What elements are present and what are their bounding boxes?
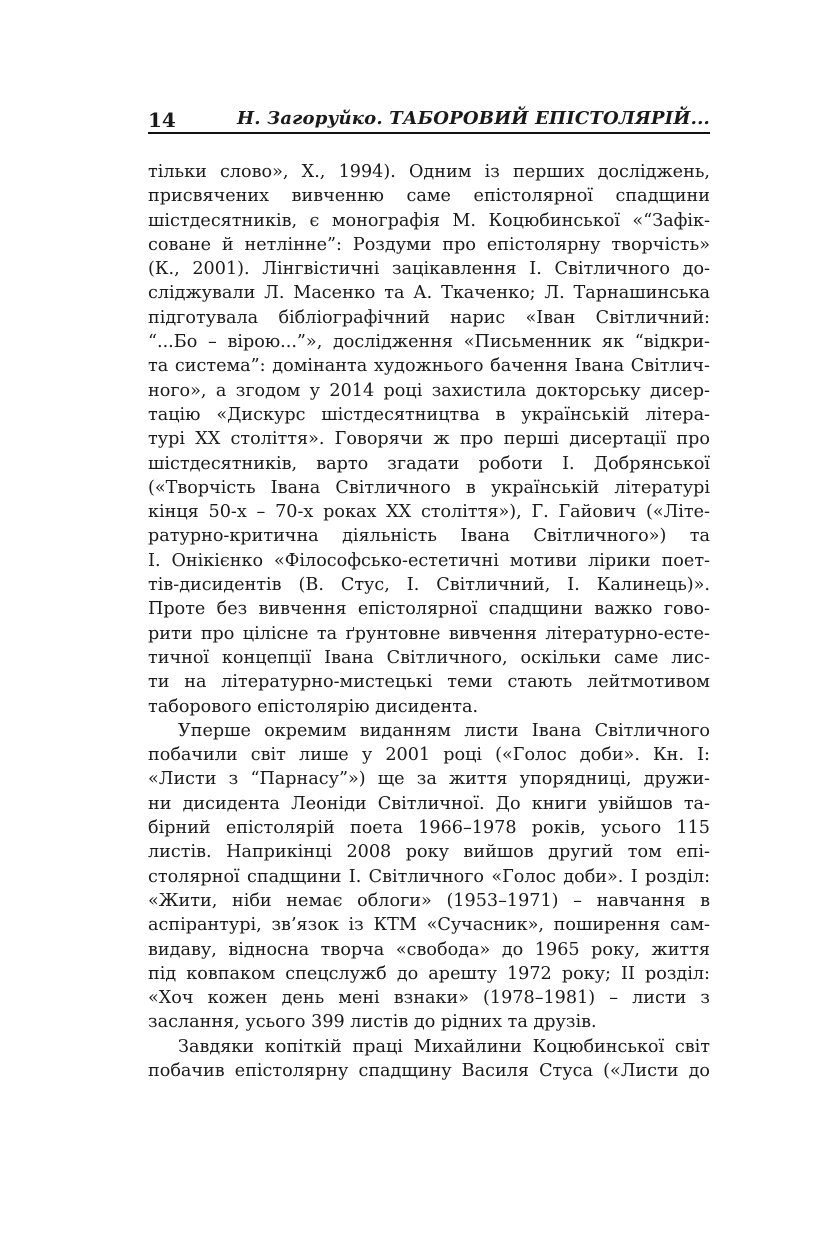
text-line: «Хоч кожен день мені взнаки» (1978–1981) – листи з xyxy=(148,988,710,1009)
text-line: тів-дисидентів (В. Стус, І. Світличний, І. Калинець)». xyxy=(148,575,710,596)
text-line: сліджували Л. Масенко та А. Ткаченко; Л. Тарнашинська xyxy=(148,283,710,304)
text-line: побачив епістолярну спадщину Василя Стуса («Листи до xyxy=(148,1060,710,1081)
text-line: шістдесятників, варто згадати роботи І. Добрянської xyxy=(148,453,710,474)
text-line: ти на літературно-мистецькі теми стають лейтмотивом xyxy=(148,672,710,693)
text-line: тацію «Дискурс шістдесятництва в українській літера- xyxy=(148,404,710,425)
text-line: (К., 2001). Лінгвістичні зацікавлення І. Світличного до- xyxy=(148,259,710,280)
paragraph-last-line: заслання, усього 399 листів до рідних та друзів. xyxy=(148,1012,597,1033)
text-line: кінця 50-х – 70-х роках ХХ століття»), Г. Гайович («Літе- xyxy=(148,502,710,523)
text-line: підготувала бібліографічний нарис «Іван Світличний: xyxy=(148,307,710,328)
running-title: Н. Загоруйко. ТАБОРОВИЙ ЕПІСТОЛЯРІЙ... xyxy=(237,108,710,129)
text-line: «Жити, ніби немає облоги» (1953–1971) – навчання в xyxy=(148,890,710,911)
text-line: бірний епістолярій поета 1966–1978 років, усього 115 xyxy=(148,818,710,839)
paragraph-last-line: таборового епістолярію дисидента. xyxy=(148,696,479,717)
text-line: листів. Наприкінці 2008 року вийшов другий том епі- xyxy=(148,842,710,863)
text-line: присвячених вивченню саме епістолярної спадщини xyxy=(148,186,710,207)
text-line: під ковпаком спецслужб до арешту 1972 року; ІІ розділ: xyxy=(148,963,710,984)
text-line: аспірантурі, зв’язок із КТМ «Сучасник», поширення сам- xyxy=(148,915,710,936)
text-line: рити про цілісне та ґрунтовне вивчення літературно-есте- xyxy=(148,623,710,644)
text-line: турі ХХ століття». Говорячи ж про перші дисертації про xyxy=(148,429,710,450)
text-line: («Творчість Івана Світличного в українській літературі xyxy=(148,477,710,498)
text-line: видаву, відносна творча «свобода» до 1965 року, життя xyxy=(148,939,710,960)
text-line: столярної спадщини І. Світличного «Голос доби». І розділ: xyxy=(148,866,710,887)
text-line: та система”: домінанта художнього бачення Івана Світлич- xyxy=(148,356,710,377)
text-line: ратурно-критична діяльність Івана Світличного») та xyxy=(148,526,710,547)
text-line: ного», а згодом у 2014 році захистила докторську дисер- xyxy=(148,380,710,401)
text-line: тичної концепції Івана Світличного, оскільки саме лис- xyxy=(148,647,710,668)
running-header xyxy=(148,106,710,134)
page-number: 14 xyxy=(148,108,176,132)
text-line: “...Бо – вірою...”», дослідження «Письменник як “відкри- xyxy=(148,332,710,353)
text-line: тільки слово», Х., 1994). Одним із перших досліджень, xyxy=(148,162,710,182)
text-line: побачили світ лише у 2001 році («Голос доби». Кн. І: xyxy=(148,745,710,766)
text-line: соване й нетлінне”: Роздуми про епістолярну творчість» xyxy=(148,234,710,255)
text-line: ни дисидента Леоніди Світличної. До книги увійшов та- xyxy=(148,793,710,814)
text-line: шістдесятників, є монографія М. Коцюбинської «“Зафік- xyxy=(148,210,710,231)
paragraph-first-line: Завдяки копіткій праці Михайлини Коцюбинської світ xyxy=(178,1036,710,1057)
text-line: І. Онікієнко «Філософсько-естетичні мотиви лірики поет- xyxy=(148,550,710,571)
body-text xyxy=(148,160,710,1083)
text-line: Проте без вивчення епістолярної спадщини важко гово- xyxy=(148,599,710,620)
text-line: «Листи з “Парнасу”») ще за життя упорядниці, дружи- xyxy=(148,769,710,790)
paragraph-first-line: Уперше окремим виданням листи Івана Світличного xyxy=(178,720,710,741)
